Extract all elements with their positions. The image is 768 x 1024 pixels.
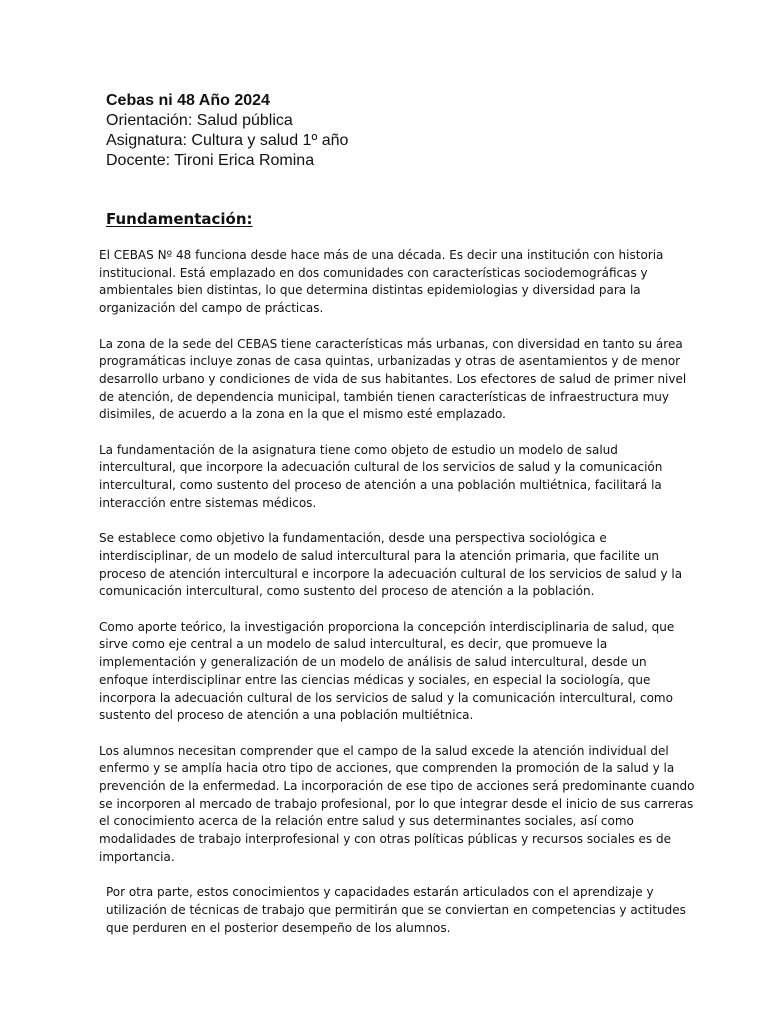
paragraph-line: La zona de la sede del CEBAS tiene características más urbanas, con diversidad en tanto su área xyxy=(99,336,683,351)
document-title: Cebas ni 48 Año 2024 xyxy=(106,92,270,109)
paragraph-line: Los alumnos necesitan comprender que el campo de la salud excede la atención individual del xyxy=(99,743,669,758)
paragraph-line: modalidades de trabajo interprofesional y con otras políticas públicas y recursos sociales es de xyxy=(99,832,671,847)
teacher-line: Docente: Tironi Erica Romina xyxy=(106,152,315,169)
paragraph-line: Por otra parte, estos conocimientos y capacidades estarán articulados con el aprendizaje y xyxy=(106,885,654,900)
paragraph-line: se incorporen al mercado de trabajo profesional, por lo que integrar desde el inicio de sus carreras xyxy=(99,796,694,811)
subject-line: Asignatura: Cultura y salud 1º año xyxy=(106,132,349,149)
body-text xyxy=(99,247,695,955)
paragraph-line: El CEBAS Nº 48 funciona desde hace más de una década. Es decir una institución con historia xyxy=(99,248,664,262)
paragraph xyxy=(99,743,695,867)
paragraph-line: proceso de atención intercultural e incorpore la adecuación cultural de los servicios de salud y la xyxy=(99,566,683,581)
document-header xyxy=(106,91,666,171)
paragraph-line: enfermo y se amplía hacia otro tipo de acciones, que comprenden la promoción de la salud y la xyxy=(99,761,675,776)
paragraph-line: intercultural, como sustento del proceso de atención a una población multiétnica, facilitará la xyxy=(99,478,662,493)
paragraph-line: enfoque interdisciplinar entre las ciencias médicas y sociales, en especial la sociología, que xyxy=(99,672,651,687)
paragraph-line: que perduren en el posterior desempeño de los alumnos. xyxy=(106,920,451,935)
paragraph-line: ambientales bien distintas, lo que determina distintas epidemiologias y diversidad para la xyxy=(99,283,641,298)
orientation-line: Orientación: Salud pública xyxy=(106,112,293,129)
paragraph-line: incorpora la adecuación cultural de los servicios de salud y la comunicación intercultural, como xyxy=(99,690,673,705)
paragraph xyxy=(99,530,683,601)
paragraph-line: Se establece como objetivo la fundamentación, desde una perspectiva sociológica e xyxy=(99,531,607,546)
paragraph xyxy=(99,442,663,513)
paragraph-line: institucional. Está emplazado en dos comunidades con características sociodemográficas y xyxy=(99,265,648,280)
paragraph xyxy=(99,247,664,318)
paragraph-line: programáticas incluye zonas de casa quintas, urbanizadas y otras de asentamientos y de menor xyxy=(99,354,681,369)
paragraph-line: sustento del proceso de atención a una población multiétnica. xyxy=(99,708,474,723)
paragraph-line: utilización de técnicas de trabajo que permitirán que se conviertan en competencias y actitudes xyxy=(106,902,686,917)
paragraph-line: interacción entre sistemas médicos. xyxy=(99,495,317,510)
paragraph-line: comunicación intercultural, como sustento del proceso de atención a la población. xyxy=(99,584,595,599)
paragraph-line: prevención de la enfermedad. La incorporación de ese tipo de acciones será predominante cuando xyxy=(99,779,695,794)
paragraph-line: Como aporte teórico, la investigación proporciona la concepción interdisciplinaria de salud, que xyxy=(99,619,675,634)
paragraph-line: organización del campo de prácticas. xyxy=(99,301,324,316)
paragraph-line: importancia. xyxy=(99,849,175,864)
paragraph xyxy=(99,884,686,937)
paragraph-line: sirve como eje central a un modelo de salud intercultural, es decir, que promueve la xyxy=(99,637,608,652)
paragraph xyxy=(99,619,675,725)
section-heading: Fundamentación: xyxy=(106,210,253,228)
paragraph-line: desarrollo urbano y condiciones de vida de sus habitantes. Los efectores de salud de primer nivel xyxy=(99,371,687,386)
paragraph-line: intercultural, que incorpore la adecuación cultural de los servicios de salud y la comunicación xyxy=(99,460,663,475)
paragraph-line: La fundamentación de la asignatura tiene como objeto de estudio un modelo de salud xyxy=(99,442,618,457)
paragraph-line: disimiles, de acuerdo a la zona en la que el mismo esté emplazado. xyxy=(99,407,506,422)
paragraph-line: implementación y generalización de un modelo de análisis de salud intercultural, desde un xyxy=(99,655,647,670)
paragraph-line: interdisciplinar, de un modelo de salud intercultural para la atención primaria, que facilite un xyxy=(99,548,660,563)
paragraph xyxy=(99,336,687,425)
paragraph-line: el conocimiento acerca de la relación entre salud y sus determinantes sociales, así como xyxy=(99,814,634,829)
paragraph-line: de atención, de dependencia municipal, también tienen características de infraestructura muy xyxy=(99,389,669,404)
